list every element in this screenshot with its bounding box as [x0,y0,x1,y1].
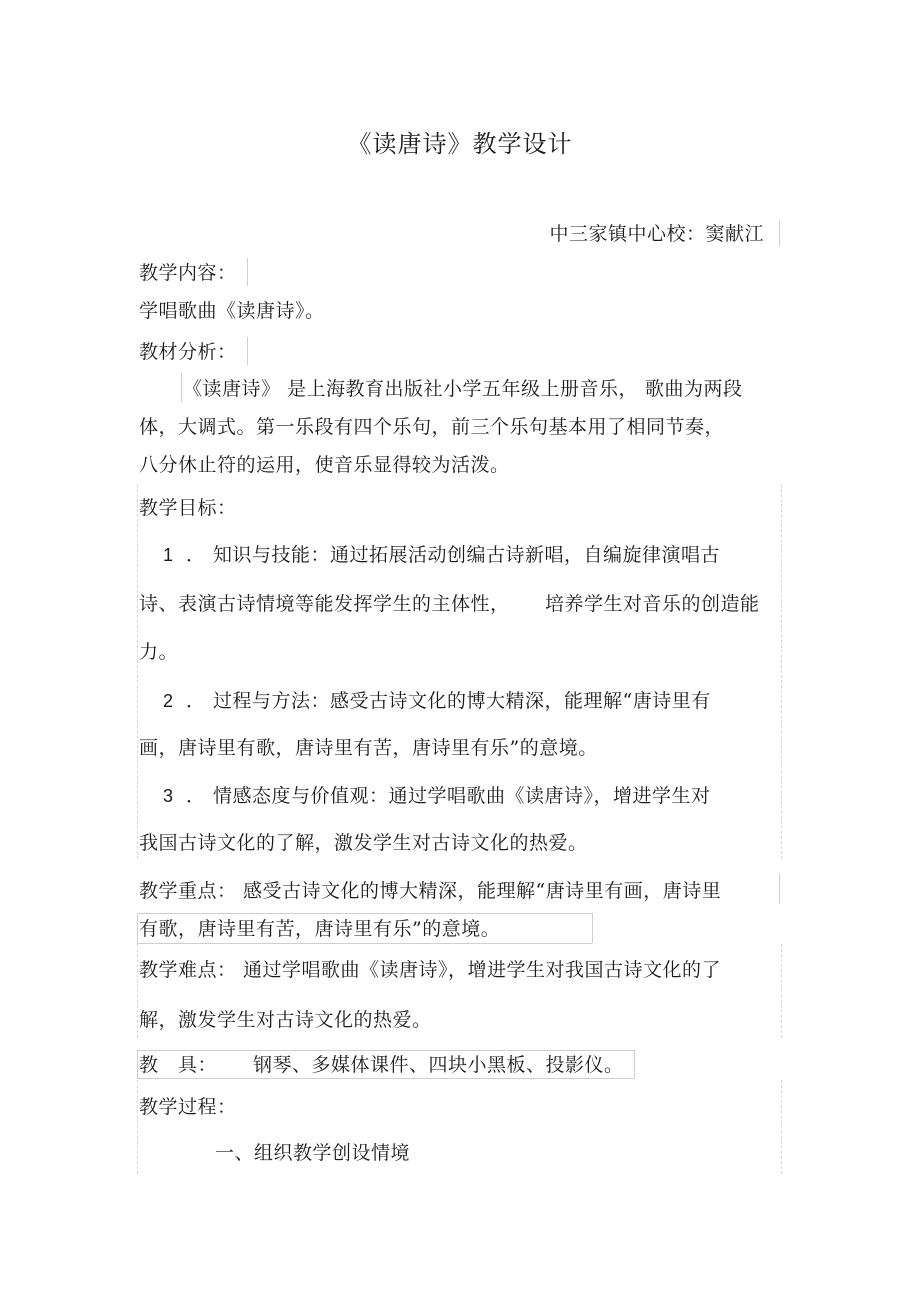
goal-3-separator: ． [186,785,206,807]
goal-1-line-1: 知识与技能：通过拓展活动创编古诗新唱，自编旋律演唱古 [213,544,721,566]
tools-text: 钢琴、多媒体课件、四块小黑板、投影仪。 [253,1054,624,1076]
goal-1-separator: ． [186,544,206,566]
goal-2-number: 2 [163,691,174,711]
analysis-line-3: 八分休止符的运用，使音乐显得较为活泼。 [139,454,510,476]
border-line [781,1080,782,1174]
goal-2-line-2: 画，唐诗里有歌，唐诗里有苦，唐诗里有乐”的意境。 [139,737,598,759]
border-line [137,1078,634,1079]
goals-heading: 教学目标： [139,497,237,519]
process-step-1: 一、组织教学创设情境 [215,1142,411,1164]
border-line [137,943,592,944]
border-line [779,874,780,904]
border-line [137,1080,138,1174]
border-line [781,944,782,1038]
analysis-line-1: 《读唐诗》 是上海教育出版社小学五年级上册音乐， [183,378,639,400]
goal-3-number: 3 [163,786,174,806]
key-point-heading: 教学重点： [139,880,237,902]
border-line [247,258,248,286]
border-line [137,913,138,943]
difficulty-line-2: 解，激发学生对古诗文化的热爱。 [139,1009,432,1031]
difficulty-line-1: 通过学唱歌曲《读唐诗》，增进学生对我国古诗文化的了 [243,959,722,981]
border-line [779,220,780,246]
content-heading: 教学内容： [139,262,237,284]
border-line [137,1050,634,1051]
goal-1-number: 1 [163,545,174,565]
analysis-heading: 教材分析： [139,341,237,363]
border-line [592,913,593,943]
border-line [781,484,782,859]
key-point-line-1: 感受古诗文化的博大精深，能理解“唐诗里有画，唐诗里 [243,880,722,902]
key-point-line-2: 有歌，唐诗里有苦，唐诗里有乐”的意境。 [139,918,501,940]
analysis-line-2: 体，大调式。第一乐段有四个乐句，前三个乐句基本用了相同节奏， [139,416,725,438]
border-line [137,1050,138,1078]
document-title: 《读唐诗》教学设计 [347,130,573,158]
difficulty-heading: 教学难点： [139,959,237,981]
goal-2-separator: ． [186,690,206,712]
goal-3-line-2: 我国古诗文化的了解，激发学生对古诗文化的热爱。 [139,832,588,854]
goal-1-line-3: 力。 [139,641,179,663]
content-text: 学唱歌曲《读唐诗》。 [139,300,325,322]
goal-2-line-1: 过程与方法：感受古诗文化的博大精深，能理解“唐诗里有 [213,690,711,712]
border-line [137,913,592,914]
goal-3-line-1: 情感态度与价值观：通过学唱歌曲《读唐诗》，增进学生对 [213,785,711,807]
border-line [247,337,248,365]
analysis-line-1b: 歌曲为两段 [645,378,743,400]
goal-1-line-2a: 诗、表演古诗情境等能发挥学生的主体性， [139,593,510,615]
process-heading: 教学过程： [139,1096,237,1118]
tools-heading: 教 具： [139,1054,218,1076]
author-line: 中三家镇中心校：窦献江 [549,223,764,245]
goal-1-line-2b: 培养学生对音乐的创造能 [545,593,760,615]
border-line [634,1050,635,1078]
border-line [137,944,138,1038]
border-line [137,484,138,859]
border-line [181,372,182,402]
